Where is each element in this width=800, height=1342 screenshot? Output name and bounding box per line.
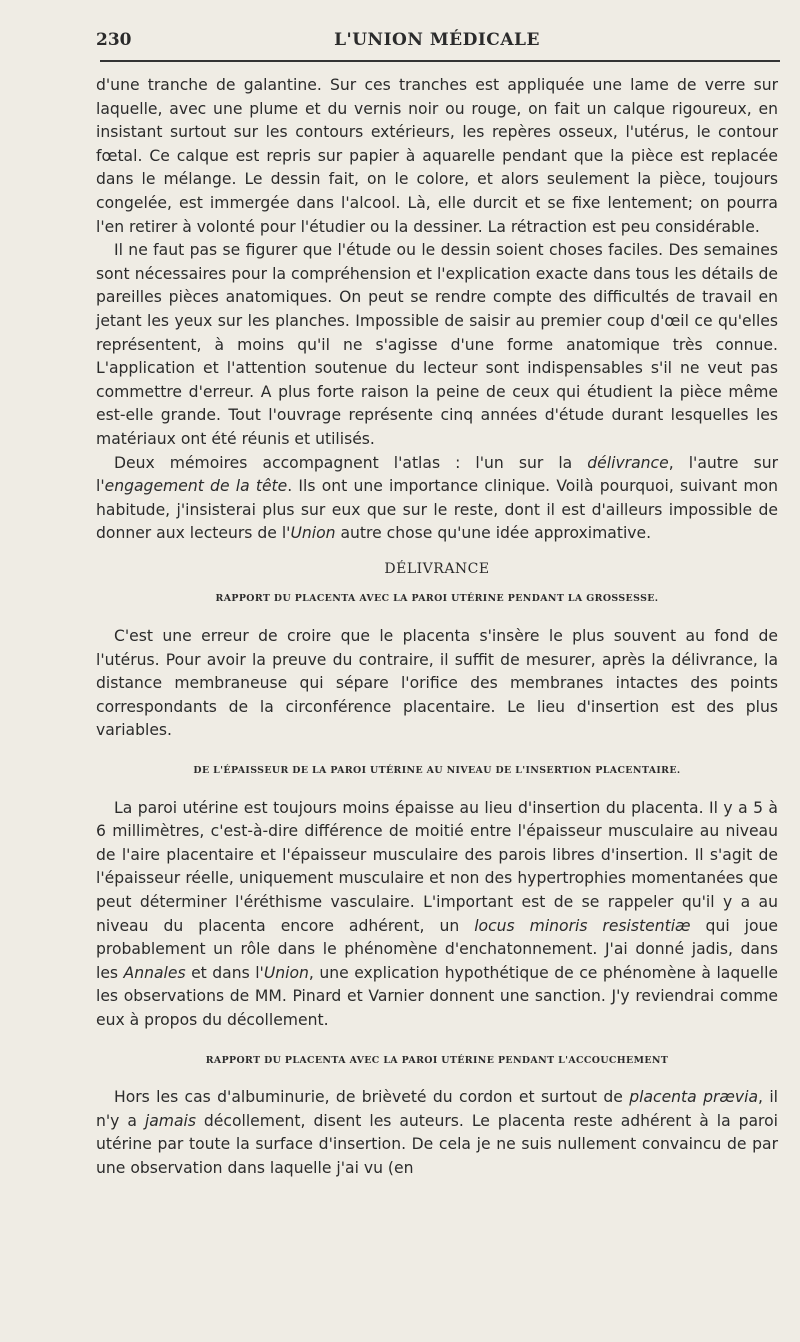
paragraph: C'est une erreur de croire que le placenta s'insère le plus souvent au fond de l'utérus. Pour avoir la preuve du contraire, il suffit de mesurer, après la délivrance, la distance membraneuse qui sépare l'orifice des membranes intactes des points correspondants de la circonférence placentaire. Le lieu d'insertion est des plus variables. xyxy=(96,627,778,740)
section-heading: DÉLIVRANCE xyxy=(384,560,490,577)
italic-text: délivrance xyxy=(587,453,669,472)
text-run: La paroi utérine est toujours moins épaisse au lieu d'insertion du placenta. Il y a 5 à 6 millimètres, c'est-à-dire différence de moitié entre l'épaisseur musculaire au niveau de l'aire placentaire et l'épaisseur musculaire des parois libres d'insertion. Il s'agit de l'épaisseur réelle, uniquement musculaire et non des hypertrophies momentanées que peut déterminer l'éréthisme vasculaire. L'important est de se rappeler qu'il y a au niveau du placenta encore adhérent, un xyxy=(96,798,778,935)
italic-text: placenta prævia xyxy=(629,1088,759,1107)
italic-text: locus minoris resistentiæ xyxy=(474,916,691,935)
header-rule xyxy=(100,60,780,62)
paragraph: d'une tranche de galantine. Sur ces tranches est appliquée une lame de verre sur laquelle, avec une plume et du vernis noir ou rouge, on fait un calque rigoureux, en insistant surtout sur les contours extérieurs, les repères osseux, l'utérus, le contour fœtal. Ce calque est repris sur papier à aquarelle pendant que la pièce est replacée dans le mélange. Le dessin fait, on le colore, et alors seulement la pièce, toujours congelée, est immergée dans l'alcool. Là, elle durcit et se fixe lentement; on pourra l'en retirer à volonté pour l'étudier ou la dessiner. La rétraction est peu considérable. xyxy=(96,76,778,236)
italic-text: Union xyxy=(263,963,309,982)
text-run: , il n'y a xyxy=(96,1088,778,1130)
italic-text: jamais xyxy=(144,1111,196,1130)
paragraph xyxy=(96,452,778,546)
page-number: 230 xyxy=(96,30,132,50)
text-run: Deux mémoires accompagnent l'atlas : l'un sur la xyxy=(114,453,588,472)
italic-text: engagement de la tête xyxy=(104,477,288,496)
document-body xyxy=(96,74,778,1181)
text-run: , l'autre sur l' xyxy=(96,453,779,496)
paragraph xyxy=(96,797,778,1033)
text-run: qui joue probablement un rôle dans le phénomène d'enchatonnement. J'ai donné jadis, dans les xyxy=(96,916,778,982)
text-run: , une explication hypothétique de ce phénomène à laquelle les observations de MM. Pinard et Varnier donnent une sanction. J'y reviendrai comme eux à propos du décollement. xyxy=(96,963,778,1029)
subsection-heading: RAPPORT DU PLACENTA AVEC LA PAROI UTÉRINE PENDANT L'ACCOUCHEMENT xyxy=(205,1054,669,1066)
italic-text: Annales xyxy=(123,963,186,982)
subsection-heading: DE L'ÉPAISSEUR DE LA PAROI UTÉRINE AU NIVEAU DE L'INSERTION PLACENTAIRE. xyxy=(193,765,681,777)
text-run: décollement, disent les auteurs. Le placenta reste adhérent à la paroi utérine par toute la surface d'insertion. De cela je ne suis nullement convaincu de par une observation dans laquelle j'ai vu (en xyxy=(96,1111,778,1177)
italic-text: Union xyxy=(290,524,336,543)
running-title: L'UNION MÉDICALE xyxy=(334,30,540,50)
subsection-heading: RAPPORT DU PLACENTA AVEC LA PAROI UTÉRINE PENDANT LA GROSSESSE. xyxy=(215,593,659,605)
text-run: Hors les cas d'albuminurie, de brièveté du cordon et surtout de xyxy=(114,1088,630,1107)
page-header xyxy=(96,26,778,62)
text-run: . Ils ont une importance clinique. Voilà pourquoi, suivant mon habitude, j'insisterai plus sur eux que sur le reste, dont il est d'ailleurs impossible de donner aux lecteurs de l' xyxy=(96,477,778,543)
text-run: autre chose qu'une idée approximative. xyxy=(335,524,652,543)
paragraph xyxy=(96,1086,778,1180)
text-run: et dans l' xyxy=(185,963,264,982)
paragraph: Il ne faut pas se figurer que l'étude ou le dessin soient choses faciles. Des semaines sont nécessaires pour la compréhension et l'explication exacte dans tous les détails de pareilles pièces anatomiques. On peut se rendre compte des difficultés de travail en jetant les yeux sur les planches. Impossible de saisir au premier coup d'œil ce qu'elles représentent, à moins qu'il ne s'agisse d'une forme anatomique très connue. L'application et l'attention soutenue du lecteur sont indispensables s'il ne veut pas commettre d'erreur. A plus forte raison la peine de ceux qui étudient la pièce même est-elle grande. Tout l'ouvrage représente cinq années d'étude durant lesquelles les matériaux ont été réunis et utilisés. xyxy=(96,241,778,448)
